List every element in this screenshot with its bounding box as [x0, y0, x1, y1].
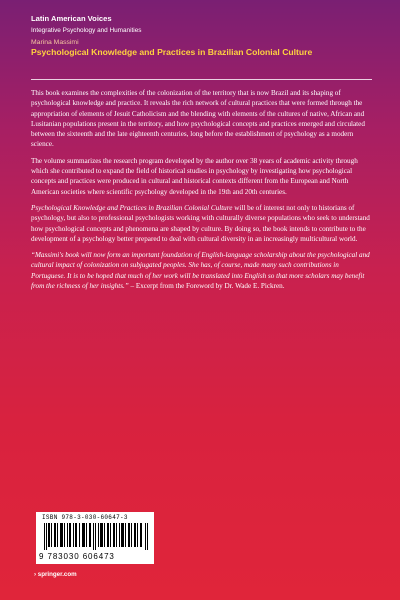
- book-title-inline: Psychological Knowledge and Practices in Brazilian Colonial Culture: [31, 203, 233, 212]
- book-title: Psychological Knowledge and Practices in Brazilian Colonial Culture: [31, 47, 313, 57]
- blurb-paragraph-1: This book examines the complexities of the colonization of the territory that is now Brazil and its shaping of psychological knowledge and practice. It reveals the rich network of cultural practices that were formed through the appropriation of elements of Jesuit Catholicism and the blending with elements of the cultures of native, African and Lusitanian populations present in the territory, and how psychological concepts and practices emerged and circulated between the sixteenth and the late eighteenth centuries, long before the establishment of psychology as a modern science.: [31, 89, 365, 149]
- quote-text: “Massimi's book will now form an important foundation of English-language scholarship about the psychological and cultural impact of colonization on subjugated peoples. She has, of course, made many such contributions in Portuguese. It is to be hoped that much of her work will be translated into English so that more scholars may benefit from the richness of her insights.”: [31, 251, 370, 291]
- barcode-digits: 9 783030 606473: [39, 552, 115, 561]
- quote-attribution: – Excerpt from the Foreword by Dr. Wade E. Pickren.: [128, 282, 285, 291]
- blurb-paragraph-2: The volume summarizes the research program developed by the author over 38 years of academic activity through which she contributed to expand the field of historical studies in psychology by investigating how psychological concepts and practices were produced in cultural and historical contexts different from the European and North American societies where scientific psychology developed in the 19th and 20th centuries.: [31, 156, 358, 196]
- blurb: [31, 88, 372, 297]
- foreword-quote: [31, 250, 372, 291]
- header-divider: [31, 79, 372, 80]
- blurb-paragraph-3-text: will be of interest not only to historians of psychology, but also to professional psychologists working with culturally diverse populations who seek to understand how psychological concepts and phenomena are shaped by culture. By doing so, the book intends to contribute to the development of a psychology better prepared to deal with cultural diversity in an increasingly multicultural world.: [31, 203, 370, 243]
- author-name: Marina Massimi: [31, 39, 79, 46]
- isbn-label: ISBN 978-3-030-60647-3: [42, 514, 128, 521]
- header: [31, 14, 381, 58]
- series-subtitle: Integrative Psychology and Humanities: [31, 27, 142, 34]
- barcode-box: [36, 512, 154, 564]
- blurb-paragraph-3: [31, 203, 372, 244]
- series-title: Latin American Voices: [31, 14, 112, 23]
- barcode-bars: [44, 523, 148, 550]
- publisher-link[interactable]: › springer.com: [34, 571, 77, 578]
